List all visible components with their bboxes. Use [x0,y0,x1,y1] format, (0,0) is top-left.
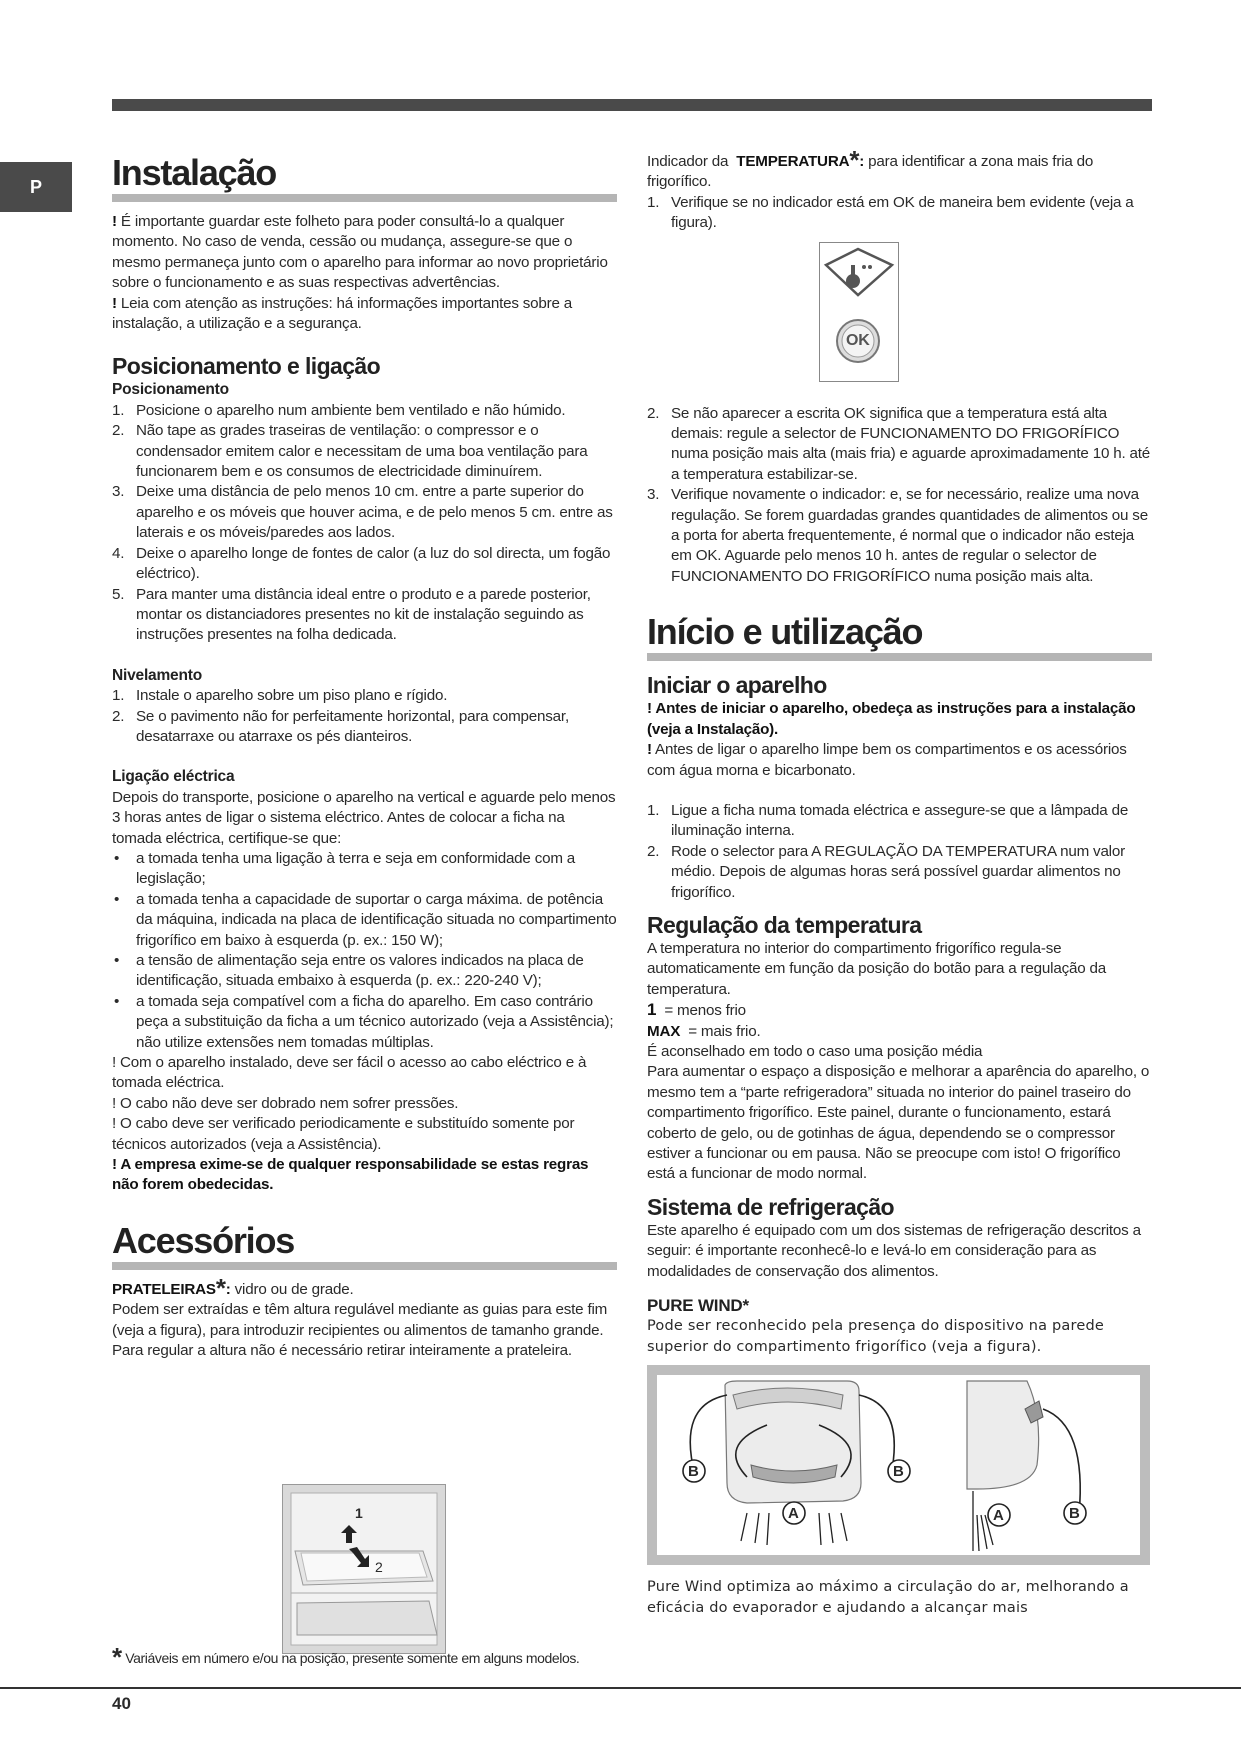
cooling-system-text: Este aparelho é equipado com um dos sistemas de refrigeração descritos a seguir: é importante reconhecê-lo e levá-lo em consideração para as modalidades de conservação dos alimentos. [647,1221,1141,1280]
list-item: 2. Se o pavimento não for perfeitamente horizontal, para compensar, desatarraxe ou atarraxe os pés dianteiros. [112,707,569,745]
temp-indicator-intro: Indicador da TEMPERATURA*: para identificar a zona mais fria do frigorífico. [647,145,1094,191]
electric-warning-1: ! Com o aparelho instalado, deve ser fácil o acesso ao cabo eléctrico e à tomada eléctrica. [112,1054,587,1092]
electric-warning-4: ! A empresa exime-se de qualquer responsabilidade se estas regras não forem obedecidas. [112,1156,589,1194]
electric-bullets [112,849,617,1053]
electric-intro: Depois do transporte, posicione o aparelho na vertical e aguarde pelo menos 3 horas antes de ligar o sistema eléctrico. Antes de colocar a ficha na tomada eléctrica, certifique-se que: [112,788,616,847]
accessories-title: Acessórios [112,1220,617,1270]
shelves-label: PRATELEIRAS*: vidro ou de grade. [112,1272,354,1303]
temp-regulation-text-3: Para aumentar o espaço a disposição e melhorar a aparência do aparelho, o mesmo tem a “parte refrigeradora” situada no interior do painel traseiro do compartimento frigorífico. Este painel, durante o funcionamento, estará coberto de gelo, ou de gotinhas de água, dependendo se o compressor estiver a funcionar ou em pausa. Não se preocupe com isto! O frigorífico está a funcionar de modo normal. [647,1063,1150,1183]
pure-wind-title: PURE WIND* [647,1296,749,1316]
shelf-illustration [283,1485,445,1653]
start-use-title: Início e utilização [647,611,1152,661]
temp-indicator-list-2 [647,404,1152,588]
levelling-list [112,686,617,747]
page-number: 40 [112,1694,131,1713]
electric-warning-2: ! O cabo não deve ser dobrado nem sofrer pressões. [112,1094,459,1112]
levelling-subtitle: Nivelamento [112,666,202,684]
electric-warning-3: ! O cabo deve ser verificado periodicamente e substituído somente por técnicos autorizados (veja a Assistência). [112,1115,575,1153]
shelf-figure-label-2: 2 [375,1559,383,1575]
list-item: 1. Ligue a ficha numa tomada eléctrica e assegure-se que a lâmpada de iluminação interna. [647,801,1129,840]
list-item: 2. Se não aparecer a escrita OK significa que a temperatura está alta demais: regule a selector de FUNCIONAMENTO DO FRIGORÍFICO numa posição mais alta (mais fria) e aguarde aproximadamente 10 h. até a temperatura estabilizar-se. [647,404,1151,483]
list-item: 2. Rode o selector para A REGULAÇÃO DA TEMPERATURA num valor médio. Depois de algumas horas será possível guardar alimentos no frigorífico. [647,842,1125,901]
figure-label-a: A [788,1505,799,1523]
temp-min-setting: 1 = menos frio [647,1000,746,1020]
install-intro-2: ! Leia com atenção as instruções: há informações importantes sobre a instalação, a utilização e a segurança. [112,294,572,333]
shelves-text: Podem ser extraídas e têm altura regulável mediante as guias para este fim (veja a figura), para introduzir recipientes ou alimentos de tamanho grande. Para regular a altura não é necessário retirar inteiramente a prateleira. [112,1301,608,1360]
temperature-indicator-figure [819,242,899,382]
left-column [112,152,617,1575]
list-item: 3. Verifique novamente o indicador: e, se for necessário, realize uma nova regulação. Se forem guardadas grandes quantidades de alimentos ou se a porta for aberta frequentemente, é normal que o indicador não esteja em OK. Aguarde pelo menos 10 h. antes de regular o selector de FUNCIONAMENTO DO FRIGORÍFICO numa posição mais alta. [647,486,1148,585]
start-appliance-title: Iniciar o aparelho [647,672,827,699]
list-item: 2. Não tape as grades traseiras de ventilação: o compressor e o condensador emitem calor e necessitam de uma boa ventilação para funcionarem bem e os consumos de electricidade diminuírem. [112,422,588,481]
temp-regulation-title: Regulação da temperatura [647,911,922,938]
list-item: • a tensão de alimentação seja entre os valores indicados na placa de identificação, situada embaixo à esquerda (p. ex.: 220-240 V); [112,951,617,992]
list-item: • a tomada tenha a capacidade de suportar o carga máxima. de potência da máquina, indicada na placa de identificação situada no compartimento frigorífico em baixo à esquerda (p. ex.: 150 W); [112,890,617,951]
temp-indicator-list-1 [647,193,1152,234]
cooling-system-title: Sistema de refrigeração [647,1193,894,1220]
temp-max-setting: MAX = mais frio. [647,1022,761,1040]
list-item: 4. Deixe o aparelho longe de fontes de calor (a luz do sol directa, um fogão eléctrico). [112,544,611,583]
start-list [647,801,1152,903]
list-item: 3. Deixe uma distância de pelo menos 10 cm. entre a parte superior do aparelho e os móveis que houver acima, e de pelo menos 5 cm. entre as laterais e os móveis/paredes aos lados. [112,483,613,542]
installation-title: Instalação [112,152,617,202]
pure-wind-text: Pode ser reconhecido pela presença do dispositivo na parede superior do compartimento frigorífico (veja a figura). [647,1318,1104,1355]
pure-wind-caption: Pure Wind optimiza ao máximo a circulação do ar, melhorando a eficácia do evaporador e ajudando a alcançar mais [647,1579,1129,1616]
figure-label-b: B [1069,1505,1080,1523]
temp-regulation-text-1: A temperatura no interior do compartimento frigorífico regula-se automaticamente em função da posição do botão para a regulação da temperatura. [647,939,1106,998]
temp-regulation-text-2: É aconselhado em todo o caso uma posição média [647,1042,983,1060]
footer-rule [0,1687,1241,1689]
figure-label-b: B [893,1463,904,1481]
right-column [647,145,1152,1618]
start-warning-1: ! Antes de iniciar o aparelho, obedeça as instruções para a instalação (veja a Instalação). [647,700,1136,738]
start-warning-2: ! Antes de ligar o aparelho limpe bem os compartimentos e os acessórios com água morna e bicarbonato. [647,741,1127,779]
footnote: * Variáveis em número e/ou na posição, presente somente em alguns modelos. [112,1642,580,1672]
list-item: • a tomada seja compatível com a ficha do aparelho. Em caso contrário peça a substituição da ficha a um técnico autorizado (veja a Assistência); não utilize extensões nem tomadas múltiplas. [112,992,617,1053]
shelf-figure [282,1484,446,1654]
list-item: 5. Para manter uma distância ideal entre o produto e a parede posterior, montar os distanciadores presentes no kit de instalação seguindo as instruções presentes na folha dedicada. [112,585,591,644]
electric-subtitle: Ligação eléctrica [112,768,235,786]
top-rule [112,99,1152,111]
positioning-subtitle: Posicionamento [112,381,229,399]
list-item: 1. Verifique se no indicador está em OK de maneira bem evidente (veja a figura). [647,193,1134,232]
list-item: 1. Instale o aparelho sobre um piso plano e rígido. [112,687,448,705]
ok-indicator-label: OK [846,331,870,349]
install-intro-1: ! É importante guardar este folheto para poder consultá-lo a qualquer momento. No caso de venda, cessão ou mudança, assegure-se que o mesmo permaneça junto com o aparelho para informar ao novo proprietário sobre o funcionamento e as suas respectivas advertências. [112,213,608,292]
pure-wind-figure [647,1365,1150,1565]
shelf-figure-label-1: 1 [355,1505,363,1521]
figure-label-b: B [688,1463,699,1481]
list-item: • a tomada tenha uma ligação à terra e seja em conformidade com a legislação; [112,849,617,890]
figure-label-a: A [993,1507,1004,1525]
language-tab: P [0,162,72,212]
positioning-list [112,401,617,646]
temperature-indicator-illustration [820,243,898,381]
list-item: 1. Posicione o aparelho num ambiente bem ventilado e não húmido. [112,401,566,419]
positioning-title: Posicionamento e ligação [112,353,381,380]
